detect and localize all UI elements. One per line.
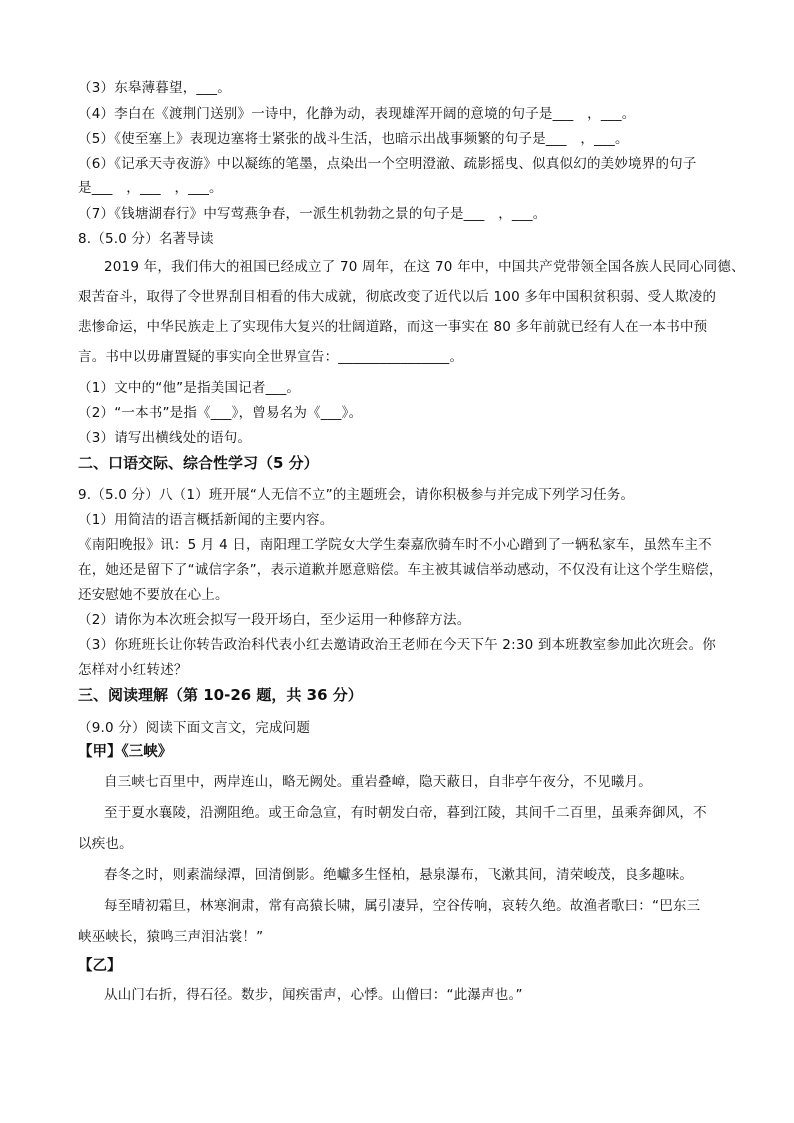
- passage-line: 艰苦奋斗，取得了令世界刮目相看的伟大成就，彻底改变了近代以后 100 多年中国积贫积弱、受人欺凌的: [78, 289, 717, 305]
- news-line: 还安慰她不要放在心上。: [78, 587, 229, 603]
- sub-question: （3）你班班长让你转告政治科代表小红去邀请政治王老师在今天下午 2:30 到本班教室参加此次班会。你: [78, 637, 716, 653]
- passage-line: 悲惨命运，中华民族走上了实现伟大复兴的壮阔道路，而这一事实在 80 多年前就已经有人在一本书中预: [78, 319, 708, 335]
- news-line: 在，她还是留下了“诚信字条”，表示道歉并愿意赔偿。车主被其诚信举动感动，不仅没有让这个学生赔偿，: [78, 562, 723, 578]
- sub-question: （3）请写出横线处的语句。: [78, 430, 252, 446]
- sub-question: （1）文中的“他”是指美国记者___。: [78, 380, 301, 396]
- question-line: （6）《记承天寺夜游》中以凝练的笔墨，点染出一个空明澄澈、疏影摇曳、似真似幻的美妙境界的句子: [78, 156, 697, 172]
- classical-text-line: 从山门右折，得石径。数步，闻疾雷声，心悸。山僧曰：“此瀑声也。”: [104, 987, 523, 1003]
- classical-text-line: 每至晴初霜旦，林寒涧肃，常有高猿长啸，属引凄异，空谷传响，哀转久绝。故渔者歌曰：“巴东三: [104, 898, 701, 914]
- sub-question: 怎样对小红转述？: [78, 662, 188, 678]
- question-header: 8.（5.0 分）名著导读: [78, 231, 214, 247]
- question-line: （4）李白在《渡荆门送别》一诗中，化静为动，表现雄浑开阔的意境的句子是___ ，___。: [78, 106, 636, 122]
- classical-text-line: 以疾也。: [78, 836, 133, 852]
- classical-text-line: 春冬之时，则素湍绿潭，回清倒影。绝巘多生怪柏，悬泉瀑布，飞漱其间，清荣峻茂，良多趣味。: [104, 867, 694, 883]
- sub-question: （2）“一本书”是指《___》，曾易名为《___》。: [78, 405, 363, 421]
- question-line: （3）东皋薄暮望，___。: [78, 80, 231, 96]
- sub-question: （2）请你为本次班会拟写一段开场白，至少运用一种修辞方法。: [78, 612, 471, 628]
- passage-line: 2019 年，我们伟大的祖国已经成立了 70 周年，在这 70 年中，中国共产党带领全国各族人民同心同德、: [104, 259, 745, 275]
- section-heading: 二、口语交际、综合性学习（5 分）: [78, 454, 319, 472]
- passage-title: 【甲】《三峡》: [78, 744, 173, 760]
- question-line: 是___ ，___ ，___。: [78, 180, 223, 196]
- passage-title: 【乙】: [78, 958, 122, 974]
- passage-line: 言。书中以毋庸置疑的事实向全世界宣告：________________。: [78, 349, 464, 365]
- question-header: 9.（5.0 分）八（1）班开展“人无信不立”的主题班会，请你积极参与并完成下列学习任务。: [78, 487, 635, 503]
- classical-text-line: 至于夏水襄陵，沿溯阻绝。或王命急宣，有时朝发白帝，暮到江陵，其间千二百里，虽乘奔御风，不: [104, 805, 707, 821]
- question-line: （7）《钱塘湖春行》中写莺燕争春，一派生机勃勃之景的句子是___ ，___。: [78, 206, 547, 222]
- section-heading: 三、阅读理解（第 10-26 题，共 36 分）: [78, 686, 363, 704]
- question-line: （5）《使至塞上》表现边塞将士紧张的战斗生活，也暗示出战事频繁的句子是___ ，___。: [78, 131, 629, 147]
- news-line: 《南阳晚报》讯：5 月 4 日，南阳理工学院女大学生秦嘉欣骑车时不小心蹭到了一辆私家车，虽然车主不: [78, 537, 712, 553]
- classical-text-line: 峡巫峡长，猿鸣三声泪沾裳！”: [78, 929, 264, 945]
- sub-question: （1）用简洁的语言概括新闻的主要内容。: [78, 512, 334, 528]
- classical-text-line: 自三峡七百里中，两岸连山，略无阙处。重岩叠嶂，隐天蔽日，自非亭午夜分，不见曦月。: [104, 774, 652, 790]
- question-header: （9.0 分）阅读下面文言文，完成问题: [78, 720, 311, 736]
